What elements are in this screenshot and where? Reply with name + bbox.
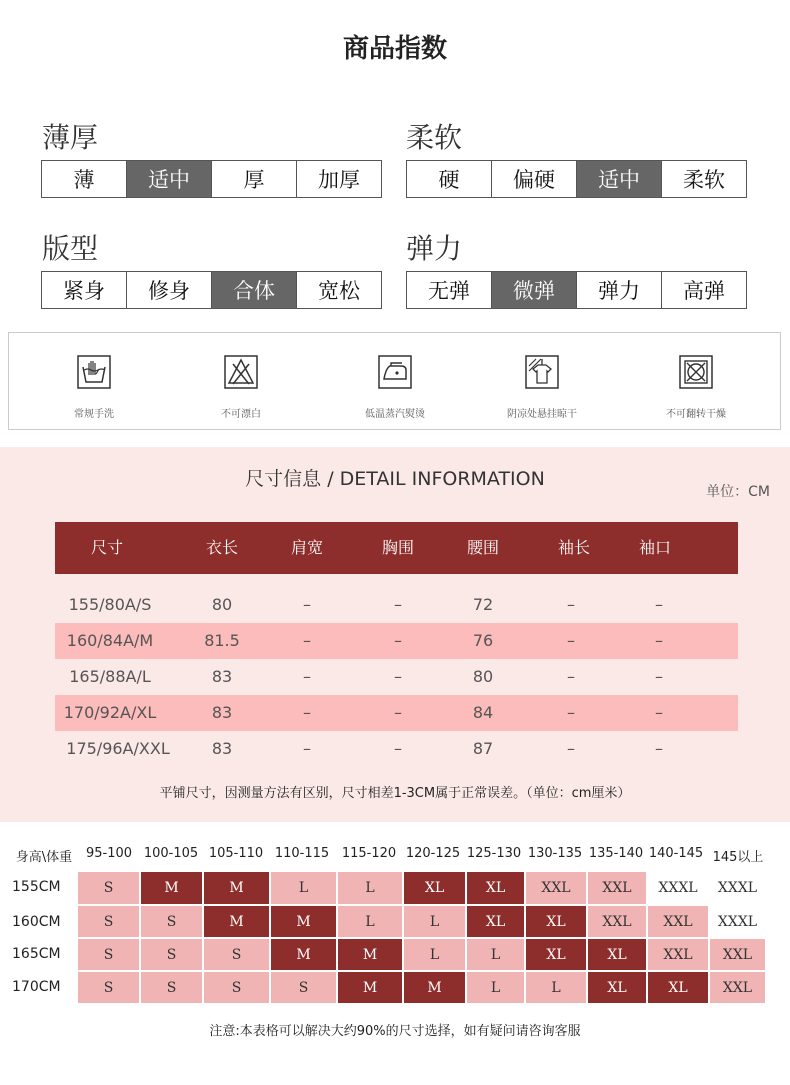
shoulder-cell: – — [303, 631, 311, 650]
detail-title: 尺寸信息 / DETAIL INFORMATION — [245, 468, 545, 490]
size-cell: L — [467, 972, 524, 1003]
weight-label: 130-135 — [527, 846, 583, 861]
size-cell: XXXL — [648, 872, 708, 904]
waist-cell: 80 — [472, 667, 494, 686]
no-bleach-icon — [224, 355, 258, 389]
fit-option: 紧身 — [42, 272, 127, 308]
thickness-title: 薄厚 — [42, 121, 99, 154]
size-cell: M — [204, 906, 269, 937]
page-title: 商品指数 — [342, 34, 447, 64]
header-shoulder: 肩宽 — [290, 538, 324, 557]
chest-cell: – — [394, 595, 402, 614]
weight-label: 135-140 — [588, 846, 644, 861]
weight-label: 95-100 — [85, 846, 133, 861]
sleeve-cell: – — [567, 631, 575, 650]
length-cell: 81.5 — [204, 631, 240, 650]
size-cell: M — [338, 972, 402, 1003]
size-cell: M — [338, 939, 402, 970]
size-cell: S — [78, 906, 139, 937]
size-cell: 160/84A/M — [66, 631, 154, 650]
weight-label: 115-120 — [341, 846, 397, 861]
care-label: 阴凉处悬挂晾干 — [507, 409, 577, 420]
waist-cell: 87 — [472, 739, 494, 758]
header-size: 尺寸 — [90, 538, 124, 557]
shoulder-cell: – — [303, 739, 311, 758]
size-cell: L — [271, 872, 336, 904]
elasticity-scale — [406, 271, 747, 309]
size-cell: 175/96A/XXL — [66, 739, 170, 758]
shade-hang-dry-icon — [525, 355, 559, 389]
softness-scale — [406, 160, 747, 198]
sleeve-cell: – — [567, 667, 575, 686]
size-cell: XL — [588, 972, 646, 1003]
size-cell: XL — [526, 906, 586, 937]
chest-cell: – — [394, 703, 402, 722]
table-row — [55, 623, 738, 659]
softness-option-selected: 适中 — [577, 161, 662, 197]
cuff-cell: – — [655, 595, 663, 614]
table-row — [55, 587, 738, 623]
fit-option: 宽松 — [318, 279, 360, 303]
size-cell: XXL — [526, 872, 586, 904]
hand-wash-icon — [77, 355, 111, 389]
cuff-cell: – — [655, 703, 663, 722]
sleeve-cell: – — [567, 595, 575, 614]
thickness-scale — [41, 160, 382, 198]
table-row — [55, 659, 738, 695]
size-cell: XL — [467, 872, 524, 904]
cuff-cell: – — [655, 667, 663, 686]
table-row — [55, 695, 738, 731]
thickness-option: 厚 — [212, 161, 297, 197]
footnote: 注意:本表格可以解决大约90%的尺寸选择，如有疑问请咨询客服 — [209, 1024, 581, 1039]
care-item — [171, 355, 311, 420]
size-cell: XXXL — [710, 906, 765, 937]
sleeve-cell: – — [567, 739, 575, 758]
measurement-note: 平铺尺寸，因测量方法有区别，尺寸相差1-3CM属于正常误差。（单位：cm厘米） — [159, 786, 631, 801]
sleeve-cell: – — [567, 703, 575, 722]
thickness-option: 加厚 — [318, 168, 360, 192]
size-cell: 165/88A/L — [69, 667, 151, 686]
softness-option: 偏硬 — [492, 161, 577, 197]
care-item — [325, 355, 465, 420]
softness-option: 柔软 — [683, 168, 725, 192]
size-cell: XL — [526, 939, 586, 970]
size-cell: M — [141, 872, 202, 904]
height-label: 155CM — [12, 879, 61, 895]
care-label: 低温蒸汽熨烫 — [365, 409, 425, 420]
size-cell: XXL — [588, 906, 646, 937]
elasticity-option: 弹力 — [577, 272, 662, 308]
shoulder-cell: – — [303, 667, 311, 686]
elasticity-option: 高弹 — [683, 279, 725, 303]
fit-option-selected: 合体 — [212, 272, 297, 308]
weight-label: 125-130 — [466, 846, 522, 861]
weight-label: 110-115 — [274, 846, 330, 861]
thickness-option-selected: 适中 — [127, 161, 212, 197]
size-cell: S — [141, 972, 202, 1003]
weight-label: 105-110 — [208, 846, 264, 861]
height-label: 160CM — [12, 914, 61, 930]
fit-option: 修身 — [127, 272, 212, 308]
fit-title: 版型 — [42, 232, 99, 265]
size-cell: XXL — [588, 872, 646, 904]
size-cell: M — [271, 939, 336, 970]
care-item — [472, 355, 612, 420]
size-cell: S — [271, 972, 336, 1003]
size-cell: XXL — [710, 939, 765, 970]
header-cuff: 袖口 — [638, 538, 672, 557]
cuff-cell: – — [655, 631, 663, 650]
size-cell: S — [78, 872, 139, 904]
size-cell: S — [204, 939, 269, 970]
detail-table-header — [55, 522, 738, 574]
care-label: 不可漂白 — [221, 409, 261, 420]
header-sleeve: 袖长 — [557, 538, 591, 557]
table-row — [55, 731, 738, 767]
size-cell: 155/80A/S — [68, 595, 152, 614]
chest-cell: – — [394, 739, 402, 758]
size-cell: L — [338, 906, 402, 937]
size-cell: M — [404, 972, 465, 1003]
size-cell: L — [467, 939, 524, 970]
waist-cell: 84 — [472, 703, 494, 722]
waist-cell: 76 — [472, 631, 494, 650]
size-cell: L — [404, 906, 465, 937]
size-cell: S — [204, 972, 269, 1003]
waist-cell: 72 — [472, 595, 494, 614]
care-label: 常规手洗 — [74, 409, 114, 420]
size-cell: L — [338, 872, 402, 904]
weight-label: 140-145 — [648, 846, 704, 861]
elasticity-title: 弹力 — [406, 232, 463, 265]
low-temp-iron-icon — [378, 355, 412, 389]
length-cell: 83 — [211, 703, 233, 722]
height-label: 170CM — [12, 979, 61, 995]
chest-cell: – — [394, 667, 402, 686]
size-cell: XL — [404, 872, 465, 904]
size-cell: XL — [467, 906, 524, 937]
size-cell: XL — [588, 939, 646, 970]
size-cell: XL — [648, 972, 708, 1003]
cuff-cell: – — [655, 739, 663, 758]
elasticity-option: 无弹 — [407, 272, 492, 308]
size-cell: L — [404, 939, 465, 970]
size-cell: S — [141, 906, 202, 937]
thickness-option: 薄 — [42, 161, 127, 197]
elasticity-option-selected: 微弹 — [492, 272, 577, 308]
size-cell: XXL — [710, 972, 765, 1003]
length-cell: 80 — [211, 595, 233, 614]
shoulder-cell: – — [303, 703, 311, 722]
chest-cell: – — [394, 631, 402, 650]
size-cell: S — [78, 939, 139, 970]
header-waist: 腰围 — [466, 538, 500, 557]
care-item — [24, 355, 164, 420]
header-chest: 胸围 — [381, 538, 415, 557]
weight-label: 120-125 — [405, 846, 461, 861]
size-cell: M — [271, 906, 336, 937]
fit-scale — [41, 271, 382, 309]
care-item — [626, 355, 766, 420]
height-label: 165CM — [12, 946, 61, 962]
size-cell: 170/92A/XL — [63, 703, 157, 722]
size-cell: L — [526, 972, 586, 1003]
care-label: 不可翻转干燥 — [666, 409, 726, 420]
size-cell: S — [141, 939, 202, 970]
unit-label: 单位：CM — [706, 484, 770, 500]
size-cell: XXL — [648, 939, 708, 970]
no-tumble-dry-icon — [679, 355, 713, 389]
shoulder-cell: – — [303, 595, 311, 614]
size-cell: S — [78, 972, 139, 1003]
softness-option: 硬 — [407, 161, 492, 197]
weight-label: 145以上 — [712, 850, 764, 865]
size-cell: M — [204, 872, 269, 904]
weight-label: 100-105 — [143, 846, 199, 861]
corner-label: 身高\体重 — [15, 850, 73, 865]
softness-title: 柔软 — [406, 121, 463, 154]
header-length: 衣长 — [205, 538, 239, 557]
care-instructions — [8, 332, 781, 430]
length-cell: 83 — [211, 739, 233, 758]
size-cell: XXXL — [710, 872, 765, 904]
length-cell: 83 — [211, 667, 233, 686]
size-cell: XXL — [648, 906, 708, 937]
